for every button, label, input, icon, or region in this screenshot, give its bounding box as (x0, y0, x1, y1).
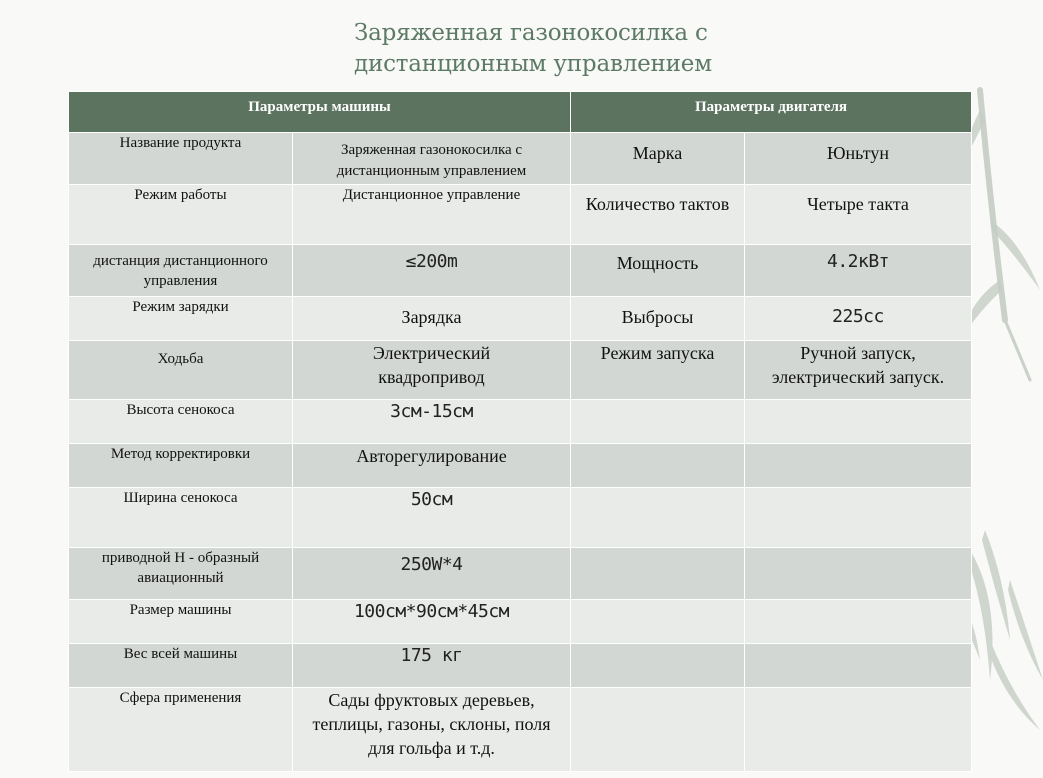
machine-param-name: Метод корректировки (69, 444, 293, 488)
header-engine-params: Параметры двигателя (571, 92, 972, 133)
machine-param-name: приводной H - образный авиационный (69, 548, 293, 600)
engine-param-value (745, 400, 972, 444)
machine-param-value: Сады фруктовых деревьев, теплицы, газоны, склоны, поля для гольфа и т.д. (293, 688, 571, 772)
table-row (69, 133, 972, 185)
machine-param-value: 250W*4 (293, 548, 571, 600)
table-row (69, 688, 972, 772)
engine-param-name (571, 400, 745, 444)
machine-param-value: Электрический квадропривод (293, 341, 571, 400)
bamboo-decoration (960, 80, 1043, 778)
machine-param-value: Дистанционное управление (293, 185, 571, 245)
machine-param-name: Режим работы (69, 185, 293, 245)
table-row (69, 341, 972, 400)
machine-param-value: ≤200m (293, 245, 571, 297)
table-row (69, 297, 972, 341)
machine-param-value: Авторегулирование (293, 444, 571, 488)
machine-param-name: Размер машины (69, 600, 293, 644)
engine-param-value (745, 548, 972, 600)
header-machine-params: Параметры машины (69, 92, 571, 133)
engine-param-name (571, 600, 745, 644)
table-row (69, 444, 972, 488)
machine-param-name: Сфера применения (69, 688, 293, 772)
table-row (69, 245, 972, 297)
table-row (69, 400, 972, 444)
engine-param-value (745, 444, 972, 488)
engine-param-value: Ручной запуск, электрический запуск. (745, 341, 972, 400)
machine-param-name: Название продукта (69, 133, 293, 185)
table-row (69, 488, 972, 548)
engine-param-name (571, 488, 745, 548)
engine-param-value (745, 600, 972, 644)
engine-param-name: Количество тактов (571, 185, 745, 245)
title-line-1: Заряженная газонокосилка с (354, 20, 708, 46)
machine-param-value: 50см (293, 488, 571, 548)
engine-param-value (745, 644, 972, 688)
machine-param-name: дистанция дистанционного управления (69, 245, 293, 297)
engine-param-name (571, 444, 745, 488)
engine-param-value: Четыре такта (745, 185, 972, 245)
machine-param-name: Ширина сенокоса (69, 488, 293, 548)
table-row (69, 185, 972, 245)
table-row (69, 600, 972, 644)
engine-param-name (571, 688, 745, 772)
engine-param-name: Мощность (571, 245, 745, 297)
machine-param-value: 175 кг (293, 644, 571, 688)
engine-param-value (745, 688, 972, 772)
table-row (69, 548, 972, 600)
machine-param-name: Высота сенокоса (69, 400, 293, 444)
engine-param-value: Юньтун (745, 133, 972, 185)
table-row (69, 644, 972, 688)
machine-param-name: Ходьба (69, 341, 293, 400)
machine-param-name: Режим зарядки (69, 297, 293, 341)
engine-param-value: 4.2кВт (745, 245, 972, 297)
title-line-2: дистанционным управлением (354, 51, 712, 77)
engine-param-name: Режим запуска (571, 341, 745, 400)
engine-param-name: Выбросы (571, 297, 745, 341)
machine-param-value: 100см*90см*45см (293, 600, 571, 644)
page-title (354, 18, 754, 80)
engine-param-name: Марка (571, 133, 745, 185)
engine-param-value (745, 488, 972, 548)
machine-param-name: Вес всей машины (69, 644, 293, 688)
machine-param-value: Зарядка (293, 297, 571, 341)
machine-param-value: 3см-15см (293, 400, 571, 444)
machine-param-value: Заряженная газонокосилка с дистанционным управлением (293, 133, 571, 185)
engine-param-value: 225cc (745, 297, 972, 341)
engine-param-name (571, 548, 745, 600)
engine-param-name (571, 644, 745, 688)
spec-table (68, 91, 972, 772)
